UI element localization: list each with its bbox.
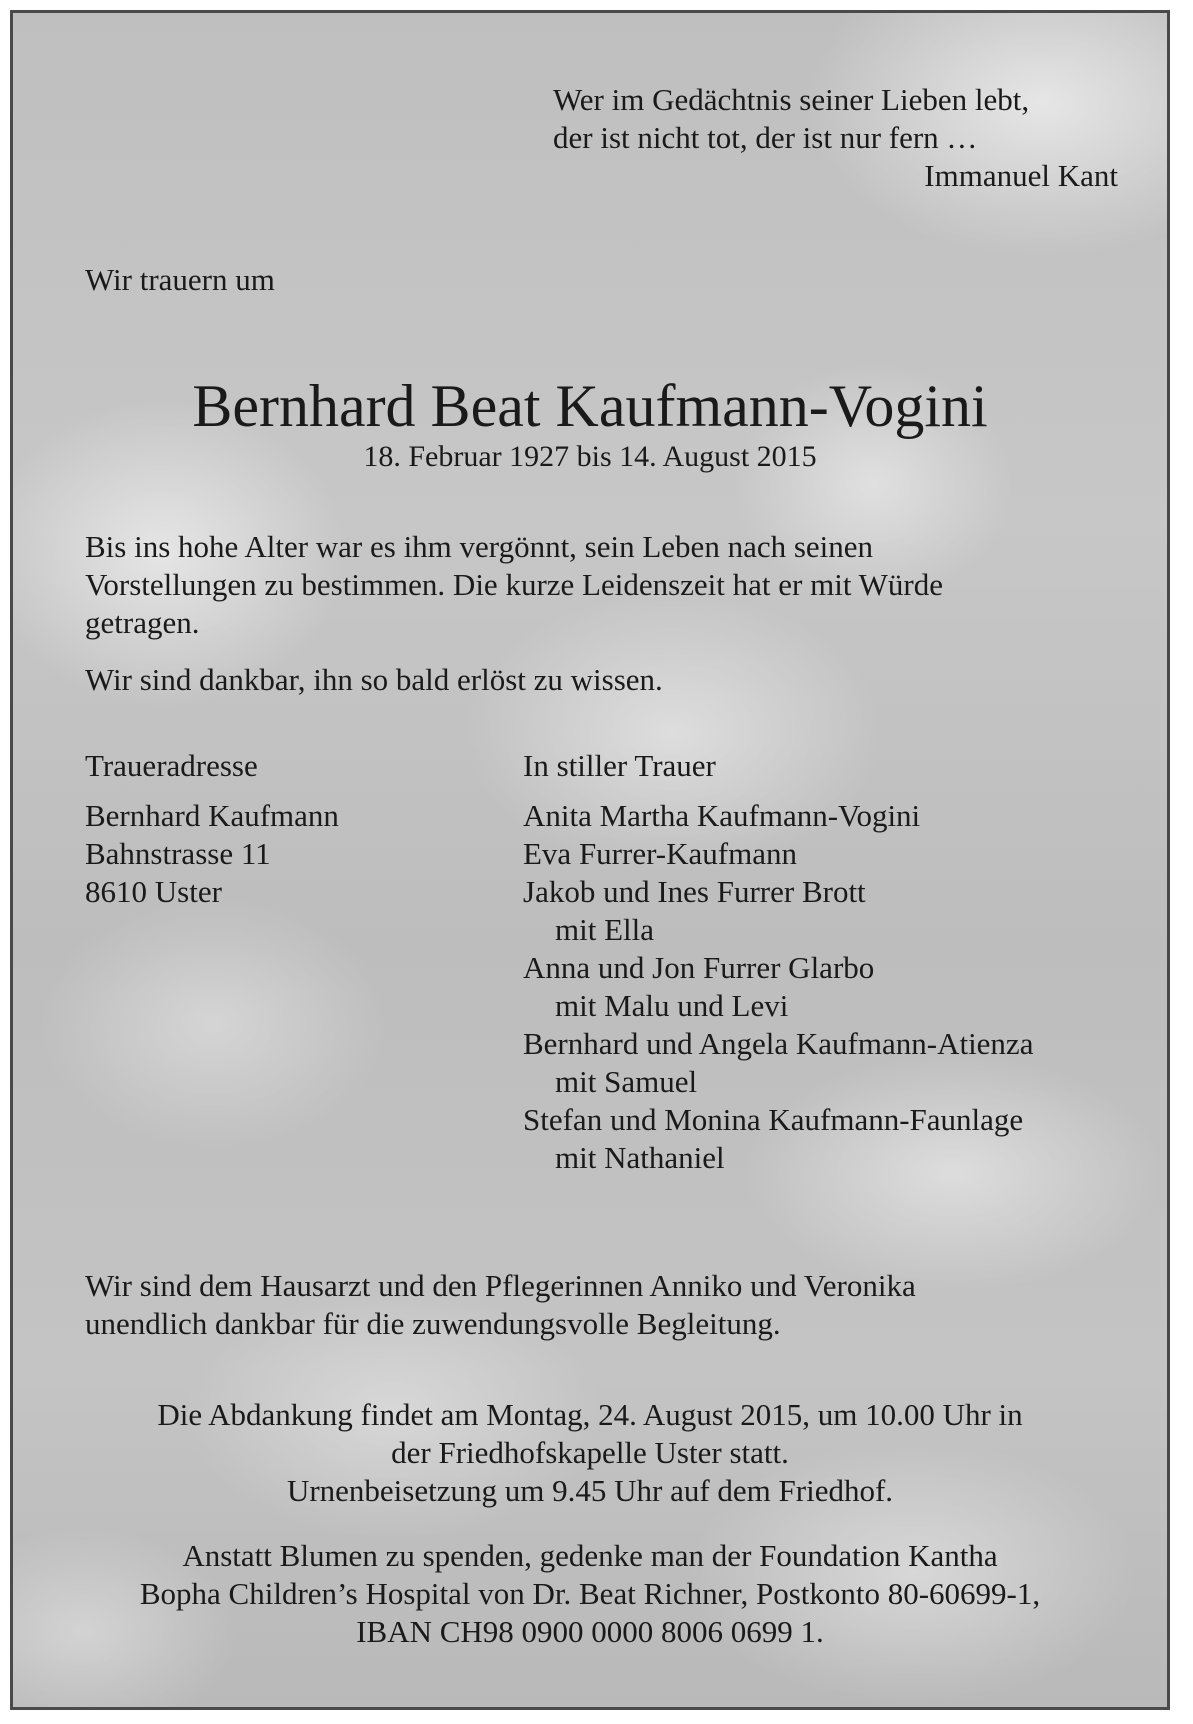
- address-line: 8610 Uster: [85, 874, 222, 909]
- mourners-heading: In stiller Trauer: [523, 748, 716, 783]
- mourner-entry: mit Nathaniel: [555, 1140, 725, 1175]
- quote-line-2: der ist nicht tot, der ist nur fern …: [553, 120, 978, 155]
- tribute-paragraph: [85, 528, 1115, 642]
- life-dates: 18. Februar 1927 bis 14. August 2015: [363, 440, 817, 473]
- mourner-entry: mit Malu und Levi: [555, 988, 789, 1023]
- mourner-entry: Bernhard und Angela Kaufmann-Atienza: [523, 1026, 1034, 1061]
- mourner-entry: Anita Martha Kaufmann-Vogini: [523, 798, 921, 833]
- address-heading: Traueradresse: [85, 748, 258, 783]
- tribute-line-1: Bis ins hohe Alter war es ihm vergönnt, sein Leben nach seinen: [85, 529, 874, 564]
- mourner-entry: Jakob und Ines Furrer Brott: [523, 874, 866, 909]
- obituary-notice: [10, 10, 1170, 1710]
- donation-line-3: IBAN CH98 0900 0000 8006 0699 1.: [356, 1614, 824, 1649]
- mourner-entry: mit Ella: [555, 912, 655, 947]
- tribute-line-2: Vorstellungen zu bestimmen. Die kurze Leidenszeit hat er mit Würde: [85, 567, 943, 602]
- mourner-entry: Eva Furrer-Kaufmann: [523, 836, 797, 871]
- mourner-entry: Anna und Jon Furrer Glarbo: [523, 950, 875, 985]
- donation-line-1: Anstatt Blumen zu spenden, gedenke man der Foundation Kantha: [182, 1538, 998, 1573]
- mourner-entry: Stefan und Monina Kaufmann-Faunlage: [523, 1102, 1024, 1137]
- quote-author: Immanuel Kant: [924, 158, 1118, 193]
- service-line-1: Die Abdankung findet am Montag, 24. August 2015, um 10.00 Uhr in: [157, 1397, 1023, 1432]
- thanks-line-1: Wir sind dem Hausarzt und den Pflegerinnen Anniko und Veronika: [85, 1268, 916, 1303]
- mourning-address: [85, 747, 339, 911]
- address-line: Bernhard Kaufmann: [85, 798, 339, 833]
- intro-text: Wir trauern um: [85, 262, 275, 297]
- thanks-line-2: unendlich dankbar für die zuwendungsvolle Begleitung.: [85, 1306, 781, 1341]
- deceased-name: Bernhard Beat Kaufmann-Vogini: [192, 373, 988, 439]
- thanks-paragraph: [85, 1267, 1115, 1343]
- service-info: [13, 1396, 1167, 1510]
- quote-line-1: Wer im Gedächtnis seiner Lieben lebt,: [553, 82, 1030, 117]
- donation-info: [13, 1537, 1167, 1651]
- service-line-2: der Friedhofskapelle Uster statt.: [391, 1435, 789, 1470]
- service-line-3: Urnenbeisetzung um 9.45 Uhr auf dem Friedhof.: [286, 1473, 894, 1508]
- quote-block: [553, 81, 1118, 195]
- mourners-list: [523, 747, 1033, 1177]
- mourner-entry: mit Samuel: [555, 1064, 698, 1099]
- donation-line-2: Bopha Children’s Hospital von Dr. Beat Richner, Postkonto 80-60699-1,: [139, 1576, 1041, 1611]
- tribute-line-3: getragen.: [85, 605, 200, 640]
- address-line: Bahnstrasse 11: [85, 836, 271, 871]
- gratitude-paragraph: Wir sind dankbar, ihn so bald erlöst zu wissen.: [85, 662, 663, 697]
